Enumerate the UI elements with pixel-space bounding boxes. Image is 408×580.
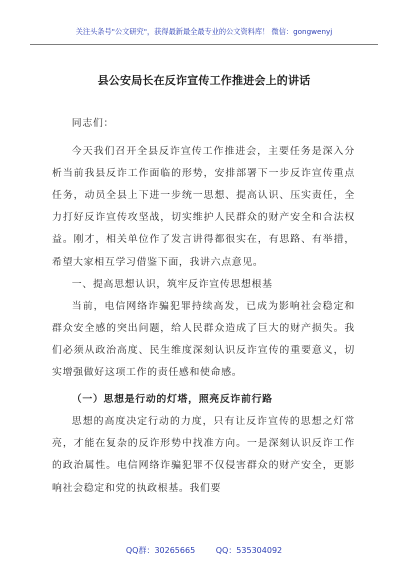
header-divider <box>30 44 378 45</box>
header-notice: 关注头条号"公文研究"，获得最新最全最专业的公文资料库！ 微信：gongwenyj <box>75 27 333 36</box>
footer-contact <box>30 545 378 556</box>
footer-qq-number: QQ：535304092 <box>215 546 283 555</box>
section-heading-1: 一、提高思想认识，筑牢反诈宣传思想根基 <box>71 278 273 290</box>
paragraph-intro: 今天我们召开全县反诈宣传工作推进会，主要任务是深入分析当前我县反诈工作面临的形势，安排部署下一步反诈宣传重点任务，动员全县上下进一步统一思想、提高认识、压实责任，全力打好反诈宣传攻坚战，切实维护人民群众的财产安全和合法权益。刚才，相关单位作了发言讲得都很实在，有思路、有举措，希望大家相互学习借鉴下面，我讲六点意见。 <box>52 146 355 268</box>
document-body <box>52 113 355 500</box>
document-title: 县公安局长在反诈宣传工作推进会上的讲话 <box>97 74 311 87</box>
paragraph-thought: 思想的高度决定行动的力度，只有让反诈宣传的思想之灯常亮，才能在复杂的反诈形势中找准方向。一是深刻认识反诈工作的政治属性。电信网络诈骗犯罪不仅侵害群众的财产安全，更影响社会稳定和党的执政根基。我们要 <box>52 416 355 494</box>
paragraph-situation: 当前，电信网络诈骗犯罪持续高发，已成为影响社会稳定和群众安全感的突出问题，给人民群众造成了巨大的财产损失。我们必须从政治高度、民生维度深刻认识反诈宣传的重要意义，切实增强做好这项工作的责任感和使命感。 <box>52 300 355 379</box>
salutation: 同志们： <box>71 118 115 129</box>
footer-qq-group: QQ群：30265665 <box>125 546 196 555</box>
subsection-heading-1: （一）思想是行动的灯塔，照亮反诈前行路 <box>71 394 273 406</box>
